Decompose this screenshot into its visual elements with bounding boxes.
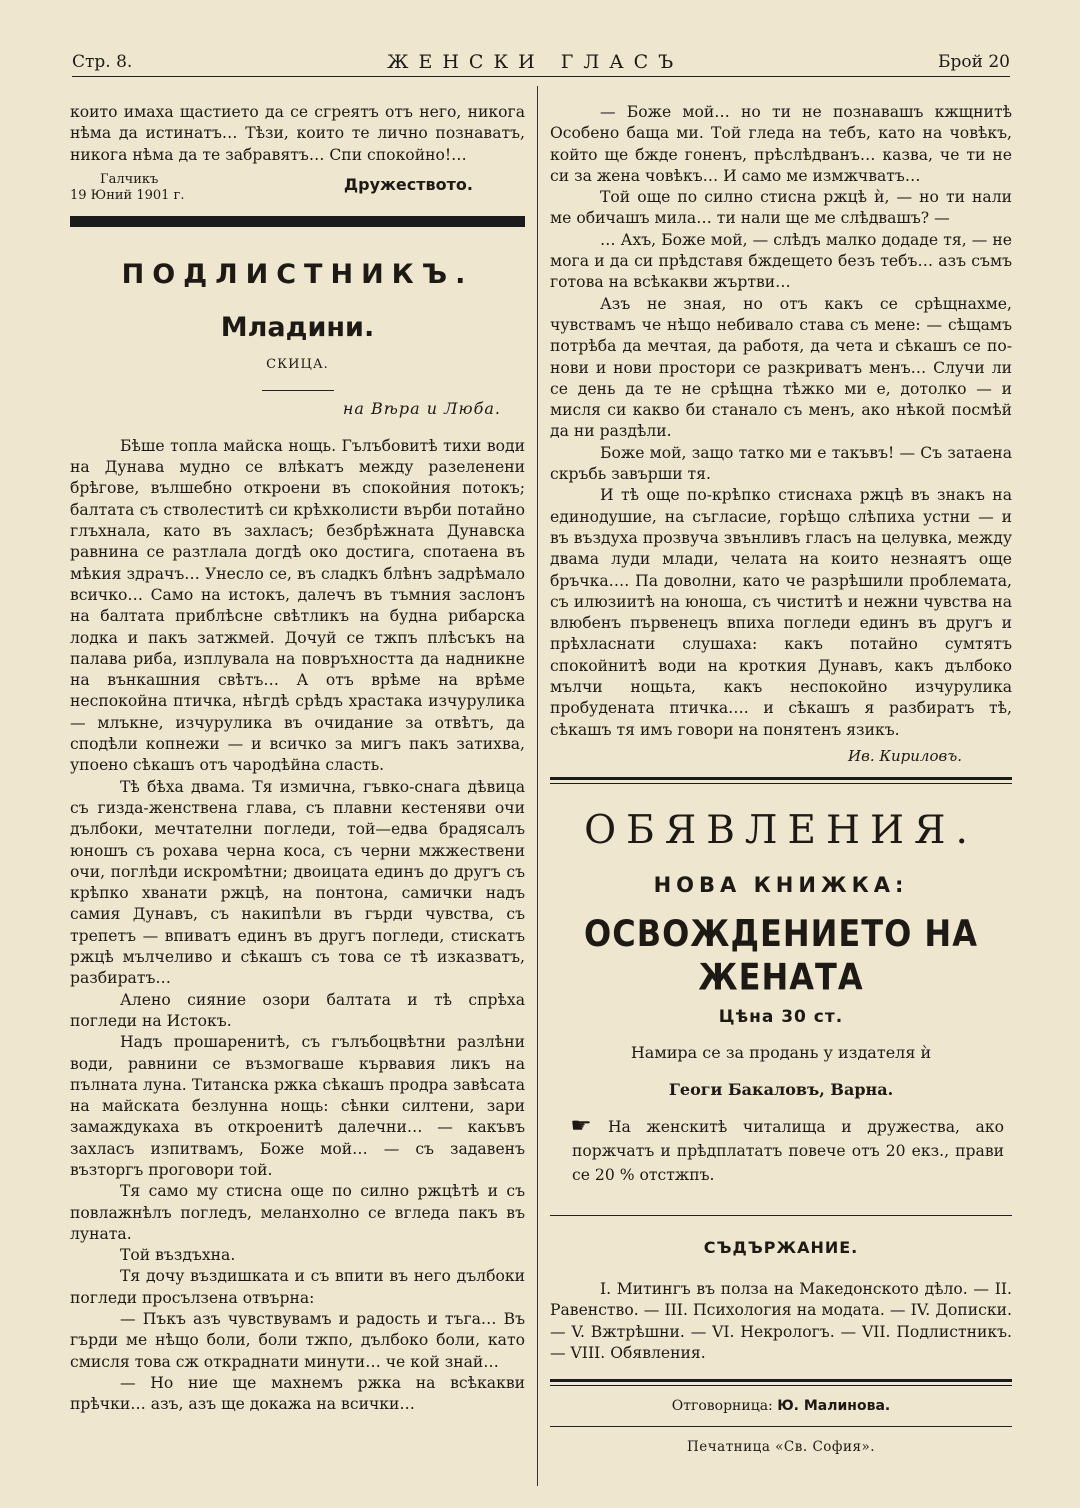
book-availability: Намира се за продань у издателя ѝ [630,1042,932,1062]
story-paragraph: Азъ не зная, но отъ какъ се срѣщнахме, чувствамъ че нѣщо небивало става съ мене: — сѣщамъ потрѣба да мечтая, да работя, да чета и сѣкашъ се по-нови и нови простори се разкриватъ менъ… Случи ли се день да те не срѣщна тѣжко ми е, дотолко — и мисля си какво би станало съ менъ, ако нѣкой посмѣй да ни раздѣли. [550,294,1012,441]
signature-place-date [70,172,184,204]
editor-name: Ю. Малинова. [777,1397,891,1414]
story-paragraph: — Пъкъ азъ чувствувамъ и радость и тъга… Въ гърди ме нѣщо боли, боли тжпо, дълбоко боли, като смисля това сж откраднати минути… че кой знай… [70,1310,525,1371]
ads-rule [550,777,1012,784]
title-rule [262,390,334,391]
story-paragraph: И тѣ още по-крѣпко стиснаха ржцѣ въ знакъ на единодушие, на съгласие, горѣщо слѣпиха устни — и въ въздуха прозвуча звънливъ гласъ на целувка, между двама луди млади, челата на които незнаятъ още бръчка…. Па доволни, като че разрѣшили проблемата, съ илюзиитѣ на юноша, съ чиститѣ и нежни чувства на влюбенъ първенецъ впиха погледи единъ въ другъ и прѣхласнати слушаха: какъ потайно сумтятъ спокойнитѣ води на кроткия Дунавъ, какъ дълбоко мълчи нощьта, какъ неспокойно изчурулика пробудената птичка…. и сѣкашъ я разбиратъ тѣ, сѣкашъ тя имъ говори на понятенъ язикъ. [550,486,1012,739]
story-paragraph: Бѣше топла майска нощь. Гълъбовитѣ тихи води на Дунава мудно се влѣкатъ между разеленени брѣгове, вълшебно откроени въ спокойния потокъ; балтата съ стволеститѣ си крѣхколисти върби потайно глъхнала, като въ захласъ; безбрѣжната Дунавска равнина се разтлала догдѣ око достига, спотаена въ мѣкия здрачъ… Унесло се, въ сладкъ блѣнъ задрѣмало всичко… Само на истокъ, далечъ въ тъмния заслонъ на балтата приблѣсне свѣтликъ на будна рибарска лодка и пакъ затжмей. Дочуй се тжпъ плѣсъкъ на палава риба, изплувала на повръхността да надникне на вънкашния свѣтъ… А отъ врѣме на врѣме неспокойна птичка, нѣгдѣ срѣдъ храстака изчурулика — млъкне, изчурулика въ очидание за отвѣтъ, да сподѣли копнежи — и всичко за мигъ пакъ затихва, упоено сѣкашъ отъ чародѣйна сласть. [70,436,525,775]
story-paragraph: Алено сияние озори балтата и тѣ спрѣха погледи на Истокъ. [70,990,525,1030]
story-paragraph: — Но ние ще махнемъ ржка на всѣкакви прѣчки… азъ, азъ ще докажа на всички… [70,1373,525,1414]
section-rule [70,216,525,227]
story-paragraph: Тя дочу въздишката и съ впити въ него дълбоки погледи просълзена отвърна: [70,1267,525,1307]
ads-heading: ОБЯВЛЕНИЯ. [584,807,978,853]
page-number: Стр. 8. [72,52,133,72]
story-paragraph: Боже мой, защо татко ми е такъвъ! — Съ затаена скръбь завърши тя. [550,443,1012,484]
editor-label: Отговорница: [671,1397,773,1414]
story-paragraph: — Боже мой… но ти не познавашъ кжщнитѣ Особено баща ми. Той гледа на тебъ, като на човѣкъ, който ще бжде гоненъ, прѣслѣдванъ… казва, че ти не си за жена човѣкъ… И само ме измжчватъ… [550,103,1012,185]
story-subtitle: СКИЦА. [266,356,329,372]
contents-heading: СЪДЪРЖАНИЕ. [703,1237,859,1257]
column-divider [537,86,538,1486]
book-publisher: Геоги Бакаловъ, Варна. [668,1079,894,1099]
signature-name: Дружеството. [343,174,473,194]
story-paragraph: Тя само му стисна още по силно ржцѣтѣ и съ повлажнѣлъ погледъ, меланхолно се вгледа пакъ въ луната. [70,1182,525,1243]
story-author: Ив. Кириловъ. [848,746,962,765]
book-price: Цѣна 30 ст. [718,1006,844,1027]
story-dedication: на Вѣра и Люба. [342,398,501,418]
discount-text: На женскитѣ читалища и дружества, ако поржчатъ и прѣдплататъ повече отъ 20 екз., прави се 20 % отстжпъ. [572,1117,1004,1184]
story-title: Младини. [220,311,375,343]
story-paragraph: Надъ прошаренитѣ, съ гълъбоцвѣтни разлѣни води, равнини се възмогваше кървавия ликъ на пълната луна. Титанска ржка сѣкашъ продра завѣсата на майската безлунна нощь: сѣнки силтени, зари замаждукаха въ откроенитѣ далечни… — какъвъ захласъ изпитвамъ, Боже мой… — съ задавенъ възторгъ проговори той. [70,1033,525,1179]
story-paragraph: Тѣ бѣха двама. Тя измична, гъвко-снага дѣвица съ гизда-женствена глава, съ плавни кестеняви очи дълбоки, мечтателни погледи, той—едва брадясалъ юношъ съ рохава черна коса, съ черни мжжествени очи, поглѣди искромѣтни; двоицата единъ до другъ съ крѣпко хванати ржцѣ, на понтона, самички надъ самия Дунавъ, съ накипѣли въ гърди чувства, съ трепетъ — впиватъ единъ въ другъ погледи, стискатъ ржцѣ мълчеливо и сѣкашъ съ това се тѣ изказватъ, разбиратъ… [70,777,525,988]
pointing-hand-icon: ☛ [570,1112,592,1137]
contents-list: I. Митингъ въ полза на Македонското дѣло. — II. Равенство. — III. Психология на модата. — IV. Дописки. — V. Вжтрѣшни. — VI. Некрологъ. — VII. Подлистникъ. — VIII. Обявления. [550,1279,1012,1363]
contents-rule [550,1215,1012,1216]
right-column [550,102,1012,1455]
editor-line [550,1398,1012,1414]
header-rule [72,76,1010,77]
page-header [72,50,1010,74]
story-paragraph: Той още по силно стисна ржцѣ ѝ, — но ти нали ме обичашъ мила… ти нали ще ме слѣдвашъ? — [550,188,1012,228]
issue-number: Брой 20 [938,52,1010,72]
newspaper-title: ЖЕНСКИ ГЛАСЪ [387,51,684,73]
discount-notice [550,1113,1012,1187]
footer-rule [550,1379,1012,1386]
signature-date: 19 Юний 1901 г. [70,187,185,203]
left-column [70,102,525,1416]
obituary-signature [70,172,525,204]
signature-place: Галчикъ [100,171,159,187]
story-paragraph: … Ахъ, Боже мой, — слѣдъ малко додаде тя, — не мога и да си прѣдставя бждещето безъ тебъ… азъ съмъ готова на всѣкакви жъртви… [550,230,1012,292]
book-title: ОСВОЖДЕНИЕТО НА ЖЕНАТА [584,911,978,999]
story-paragraph: Той въздъхна. [120,1246,236,1265]
obituary-ending: които имаха щастието да се сгреятъ отъ него, никога нѣма да истинатъ… Тѣзи, които те лично познаватъ, никога нѣма да те забравятъ… Спи спокойно!… [70,103,525,164]
printer-line: Печатница «Св. София». [686,1438,876,1455]
new-book-label: НОВА КНИЖКА: [653,872,909,897]
printer-rule [550,1426,1012,1427]
feuilleton-heading: ПОДЛИСТНИКЪ. [121,258,474,290]
